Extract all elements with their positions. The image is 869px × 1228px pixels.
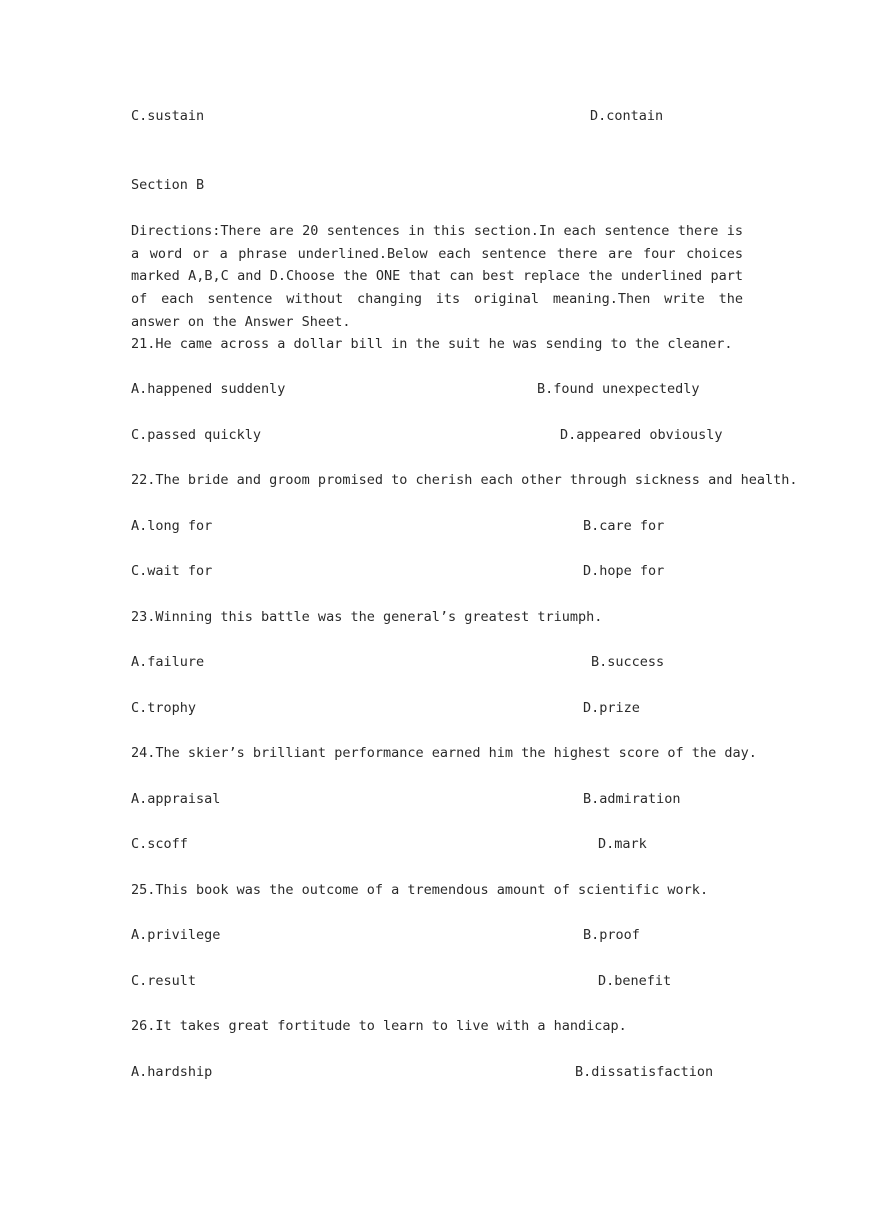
question-stem-25: 25.This book was the outcome of a tremendous amount of scientific work. bbox=[131, 882, 709, 898]
option-b-22: B.care for bbox=[583, 518, 665, 534]
option-d-23: D.prize bbox=[583, 700, 640, 716]
option-d-24: D.mark bbox=[598, 836, 647, 852]
option-c-22: C.wait for bbox=[131, 563, 213, 579]
option-c-25: C.result bbox=[131, 973, 197, 989]
option-a-23: A.failure bbox=[131, 654, 205, 670]
option-a-26: A.hardship bbox=[131, 1064, 213, 1080]
question-stem-26: 26.It takes great fortitude to learn to live with a handicap. bbox=[131, 1018, 627, 1034]
option-d-22: D.hope for bbox=[583, 563, 665, 579]
option-a-25: A.privilege bbox=[131, 927, 221, 943]
option-d-25: D.benefit bbox=[598, 973, 672, 989]
option-a-22: A.long for bbox=[131, 518, 213, 534]
option-c-prev: C.sustain bbox=[131, 108, 205, 124]
question-stem-21: 21.He came across a dollar bill in the suit he was sending to the cleaner. bbox=[131, 336, 733, 352]
option-c-21: C.passed quickly bbox=[131, 427, 262, 443]
option-a-21: A.happened suddenly bbox=[131, 381, 286, 397]
option-b-21: B.found unexpectedly bbox=[537, 381, 700, 397]
question-stem-22: 22.The bride and groom promised to cherish each other through sickness and health. bbox=[131, 472, 798, 488]
directions-paragraph: Directions:There are 20 sentences in this section.In each sentence there is a word or a phrase underlined.Below each sentence there are four choices marked A,B,C and D.Choose the ONE that can best replace the underlined part of each sentence without changing its original meaning.Then write the answer on the Answer Sheet. bbox=[131, 223, 743, 330]
option-c-23: C.trophy bbox=[131, 700, 197, 716]
option-b-25: B.proof bbox=[583, 927, 640, 943]
option-b-23: B.success bbox=[591, 654, 665, 670]
section-title: Section B bbox=[131, 177, 205, 193]
option-a-24: A.appraisal bbox=[131, 791, 221, 807]
option-d-prev: D.contain bbox=[590, 108, 664, 124]
question-stem-24: 24.The skier’s brilliant performance earned him the highest score of the day. bbox=[131, 745, 757, 761]
question-stem-23: 23.Winning this battle was the general’s greatest triumph. bbox=[131, 609, 603, 625]
option-b-26: B.dissatisfaction bbox=[575, 1064, 714, 1080]
option-c-24: C.scoff bbox=[131, 836, 188, 852]
option-d-21: D.appeared obviously bbox=[560, 427, 723, 443]
option-b-24: B.admiration bbox=[583, 791, 681, 807]
